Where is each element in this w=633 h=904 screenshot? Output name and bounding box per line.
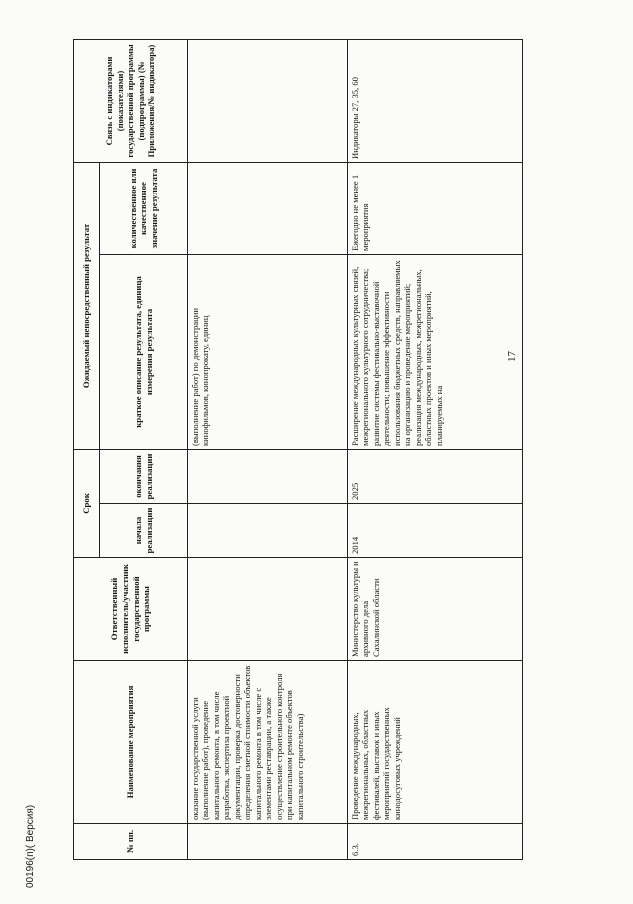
program-table — [73, 39, 523, 860]
document-footer: 00196(п)( Версия) — [25, 804, 36, 888]
rotated-page — [25, 40, 553, 888]
row-name: Проведение международных, межрегиональных, областных фестивалей, выставок и иных мероприятий государственных кинодосуговых учреждений — [348, 661, 523, 824]
row-start: 2014 — [348, 504, 523, 558]
header-result-desc: краткое описание результата, единица измерения результата — [100, 255, 188, 450]
header-result-value: количественное или качественное значение результата — [100, 163, 188, 255]
row-responsible — [188, 558, 348, 661]
row-desc: (выполнение работ) по демонстрации кинофильмов, кинопрокату, единиц — [188, 255, 348, 450]
header-result: Ожидаемый непосредственный результат — [74, 163, 100, 450]
row-end: 2025 — [348, 450, 523, 504]
row-start — [188, 504, 348, 558]
row-desc: Расширение международных культурных связей, межрегионального культурного сотрудничества; развитие системы фестивально-выставочной деятельности; повышение эффективности использования бюджетных средств, направляемых на организацию и проведение мероприятий; реализация международных, межрегиональных, областных проектов и иных мероприятий, планируемых на — [348, 255, 523, 450]
header-num: № пп. — [74, 824, 188, 860]
header-link: Связь с индикаторами (показателями) государственной программы (подпрограммы) (№ Приложения/№ индикатора) — [74, 40, 188, 163]
row-value: Ежегодно не менее 1 мероприятия — [348, 163, 523, 255]
row-num: 6.3. — [348, 824, 523, 860]
header-term-end: окончания реализации — [100, 450, 188, 504]
header-term-start: начала реализации — [100, 504, 188, 558]
row-num — [188, 824, 348, 860]
row-value — [188, 163, 348, 255]
row-link — [188, 40, 348, 163]
header-term: Срок — [74, 450, 100, 558]
row-end — [188, 450, 348, 504]
table-row — [188, 40, 348, 860]
row-responsible: Министерство культуры и архивного дела Сахалинской области — [348, 558, 523, 661]
table-row — [348, 40, 523, 860]
row-link: Индикаторы 27, 35, 60 — [348, 40, 523, 163]
header-name: Наименование мероприятия — [74, 661, 188, 824]
row-name: оказание государственной услуги (выполнение работ), проведение капитального ремонта, в том числе разработка, экспертиза проектной документации, проверка достоверности определения сметной стоимости объектов капитального ремонта в том числе с элементами реставрации, а также осуществление строительного контроля при капитальном ремонте объектов капитального строительства) — [188, 661, 348, 824]
page-number: 17 — [506, 351, 518, 362]
header-responsible: Ответственный исполнитель/участник государственной программы — [74, 558, 188, 661]
